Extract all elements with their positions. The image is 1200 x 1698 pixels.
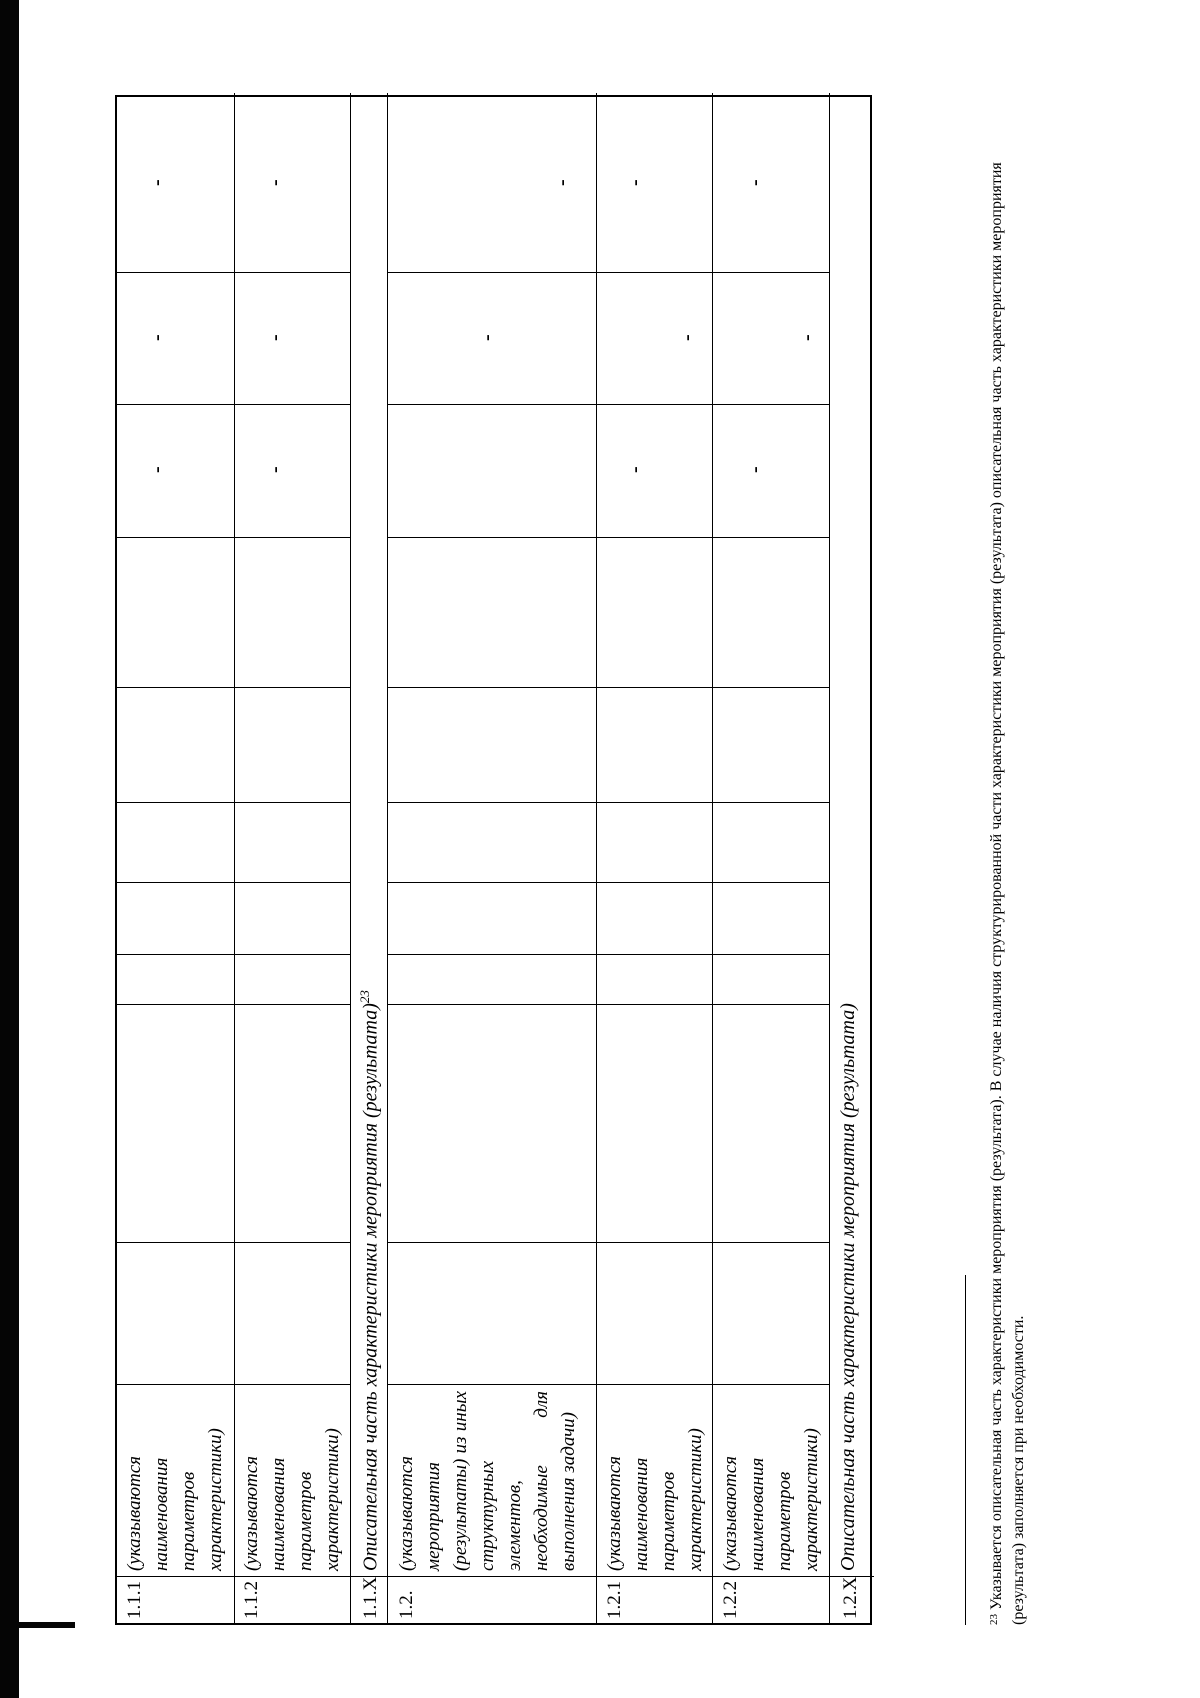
characteristics-table xyxy=(115,95,872,1625)
descriptive-part-row: Описательная часть характеристики мероприятия (результата) xyxy=(837,1003,859,1571)
row-description: (указываются наименования параметров характеристики) xyxy=(124,1428,226,1571)
footnote-mark: 23 xyxy=(357,990,372,1004)
empty-value-dash: - xyxy=(551,179,573,186)
empty-value-dash: - xyxy=(146,466,168,473)
row-number: 1.2. xyxy=(396,1590,417,1619)
scan-left-border xyxy=(0,0,19,1698)
row-number: 1.2.2 xyxy=(720,1581,741,1619)
row-number: 1.1.2 xyxy=(241,1581,262,1619)
row-number: 1.2.X xyxy=(840,1576,861,1619)
footnote-separator xyxy=(965,1275,966,1625)
empty-value-dash: - xyxy=(796,334,818,341)
footnote-number: 23 xyxy=(988,1614,1000,1625)
row-number: 1.1.X xyxy=(360,1576,381,1619)
empty-value-dash: - xyxy=(146,179,168,186)
empty-value-dash: - xyxy=(676,334,698,341)
empty-value-dash: - xyxy=(264,466,286,473)
row-description: (указываются наименования параметров характеристики) xyxy=(720,1428,822,1571)
empty-value-dash: - xyxy=(146,334,168,341)
footnote-text: Указывается описательная часть характеристики мероприятия (результата). В случае наличия структурированной части характеристики мероприятия (результата) описательная часть характеристики мероприятия (результата) заполняется при необходимости. xyxy=(988,162,1027,1625)
row-number: 1.2.1 xyxy=(604,1581,625,1619)
footnote xyxy=(983,95,1030,1625)
empty-value-dash: - xyxy=(264,334,286,341)
row-number: 1.1.1 xyxy=(124,1581,145,1619)
row-description: (указываются наименования параметров характеристики) xyxy=(241,1428,343,1571)
rotated-page xyxy=(115,95,1105,1625)
empty-value-dash: - xyxy=(744,466,766,473)
empty-value-dash: - xyxy=(264,179,286,186)
empty-value-dash: - xyxy=(476,334,498,341)
empty-value-dash: - xyxy=(744,179,766,186)
descriptive-part-row: Описательная часть характеристики мероприятия (результата)$^{23}$ xyxy=(357,990,382,1571)
row-description: (указываются мероприятия (результаты) из иных структурных элементов, необходимые для выполнения задачи) xyxy=(396,1391,579,1571)
empty-value-dash: - xyxy=(624,179,646,186)
row-description: (указываются наименования параметров характеристики) xyxy=(604,1428,706,1571)
empty-value-dash: - xyxy=(624,466,646,473)
